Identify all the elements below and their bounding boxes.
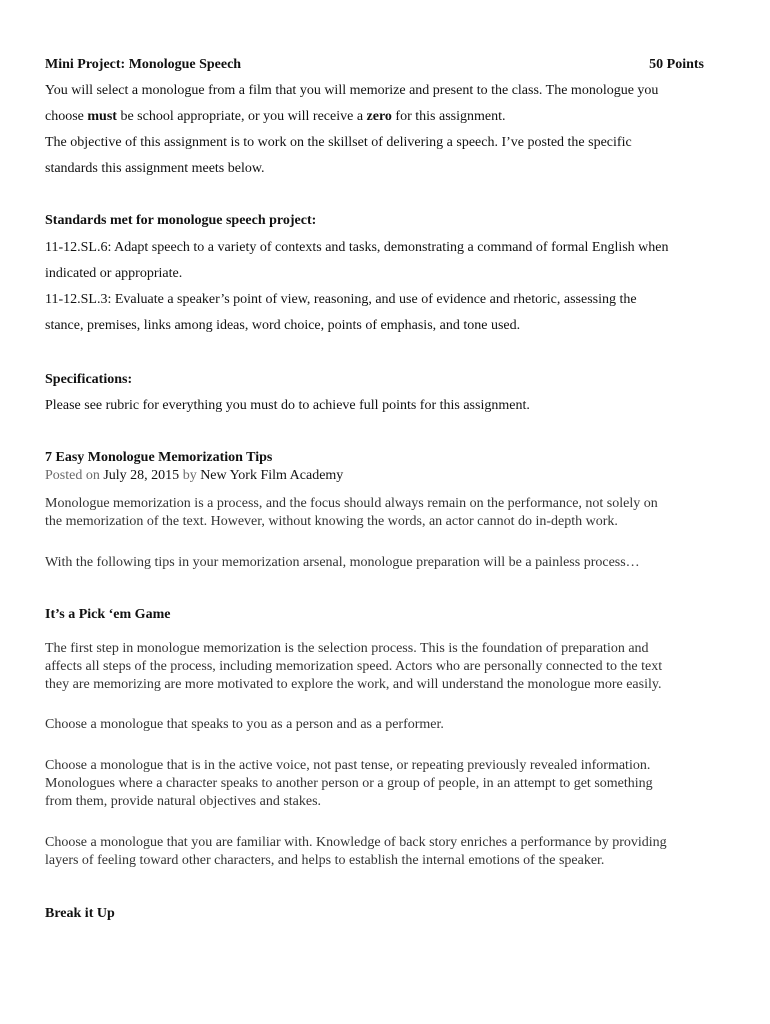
specifications-text: Please see rubric for everything you must do to achieve full points for this assignment. <box>45 398 530 413</box>
intro-line-4: standards this assignment meets below. <box>45 161 265 176</box>
specifications-heading: Specifications: <box>45 372 133 387</box>
project-title: Mini Project: Monologue Speech <box>45 57 242 72</box>
intro-line-3: The objective of this assignment is to work on the skillset of delivering a speech. I’ve posted the specific <box>45 135 632 150</box>
standard-2-line-2: stance, premises, links among ideas, word choice, points of emphasis, and tone used. <box>45 318 521 333</box>
article-p6-line-1: Choose a monologue that you are familiar with. Knowledge of back story enriches a performance by providing <box>45 835 667 850</box>
posted-on-label: Posted on <box>45 468 100 483</box>
document-header <box>45 56 704 74</box>
article-date: July 28, 2015 <box>103 468 180 483</box>
article-p6-line-2: layers of feeling toward other characters, and helps to establish the internal emotions of the speaker. <box>45 853 605 868</box>
standard-1-line-2: indicated or appropriate. <box>45 266 183 281</box>
standards-heading: Standards met for monologue speech project: <box>45 213 317 228</box>
points-label: 50 Points <box>649 57 704 72</box>
intro-line-2-a: choose <box>45 109 88 124</box>
by-label: by <box>182 468 197 483</box>
article-p4: Choose a monologue that speaks to you as a person and as a performer. <box>45 717 444 732</box>
article-p3-line-1: The first step in monologue memorization is the selection process. This is the foundation of preparation and <box>45 641 649 656</box>
standard-2-line-1: 11-12.SL.3: Evaluate a speaker’s point of view, reasoning, and use of evidence and rhetoric, assessing the <box>45 292 637 307</box>
article-author: New York Film Academy <box>200 468 344 483</box>
intro-line-2-c: for this assignment. <box>391 109 506 124</box>
article-p1-line-2: the memorization of the text. However, without knowing the words, an actor cannot do in-depth work. <box>45 514 618 529</box>
article-p3-line-2: affects all steps of the process, including memorization speed. Actors who are personally connected to the text <box>45 659 663 674</box>
article-p5-line-2: Monologues where a character speaks to another person or a group of people, in an attempt to get something <box>45 776 653 791</box>
intro-line-2-b: be school appropriate, or you will receive a <box>116 109 367 124</box>
article-p5-line-1: Choose a monologue that is in the active voice, not past tense, or repeating previously revealed information. <box>45 758 651 773</box>
article-p1-line-1: Monologue memorization is a process, and the focus should always remain on the performance, not solely on <box>45 496 658 511</box>
article-meta <box>45 467 343 485</box>
article-title: 7 Easy Monologue Memorization Tips <box>45 450 273 465</box>
section-heading-pick-em: It’s a Pick ‘em Game <box>45 607 171 622</box>
article-p5-line-3: from them, provide natural objectives and stakes. <box>45 794 322 809</box>
article-p3-line-3: they are memorizing are more motivated to explore the work, and will understand the monologue more easily. <box>45 677 662 692</box>
article-p2: With the following tips in your memorization arsenal, monologue preparation will be a painless process… <box>45 555 640 570</box>
standard-1-line-1: 11-12.SL.6: Adapt speech to a variety of contexts and tasks, demonstrating a command of formal English when <box>45 240 669 255</box>
intro-line-2 <box>45 108 505 126</box>
intro-line-1: You will select a monologue from a film that you will memorize and present to the class. The monologue you <box>45 83 659 98</box>
section-heading-break-it-up: Break it Up <box>45 906 115 921</box>
must-emphasis: must <box>87 109 117 124</box>
zero-emphasis: zero <box>366 109 392 124</box>
